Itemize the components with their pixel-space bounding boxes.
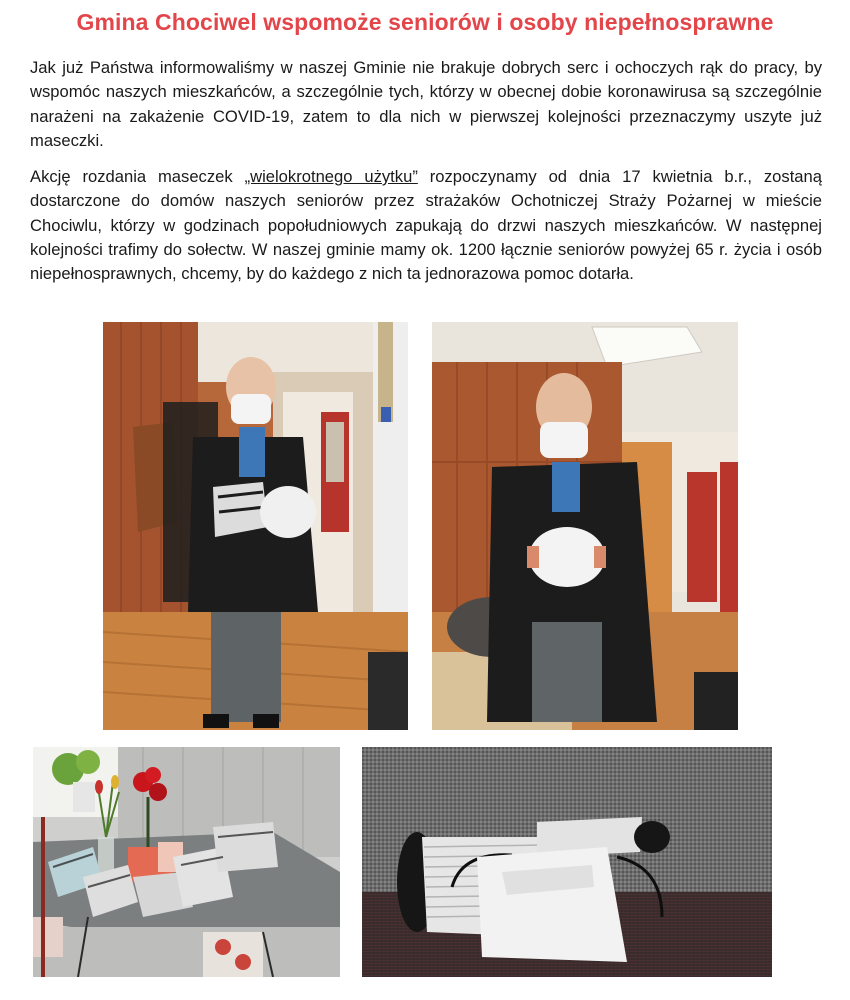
- photo-table-with-masks-and-flowers: [33, 747, 340, 977]
- paragraph-text: rozpoczynamy od dnia 17 kwietnia b.r., zostaną dostarczone do domów naszych seniorów przez strażaków Ochotniczej Straży Pożarnej w mieście Chociwlu, którzy w godzinach popołudniowych zapukają do drzwi naszych mieszkańców. W następnej kolejności trafimy do sołectw. W naszej gminie mamy ok. 1200 łącznie seniorów powyżej 65 r. życia i osób niepełnosprawnych, chcemy, by do każdego z nich ta jednorazowa pomoc dotarła.: [30, 167, 822, 284]
- underlined-phrase: „wielokrotnego użytku”: [244, 167, 418, 186]
- photo-man-holding-masks-hallway: [103, 322, 408, 730]
- paragraph-distribution: [30, 165, 822, 286]
- photo-stack-of-masks-on-fabric: [362, 747, 772, 977]
- photo-man-holding-white-masks: [432, 322, 738, 730]
- paragraph-text: Akcję rozdania maseczek: [30, 167, 245, 186]
- paragraph-intro: Jak już Państwa informowaliśmy w naszej Gminie nie brakuje dobrych serc i ochoczych rąk do pracy, by wspomóc naszych mieszkańców, a szczególnie tych, którzy w obecnej dobie koronawirusa są szczególnie narażeni na zakażenie COVID-19, zatem to dla nich w pierwszej kolejności przeznaczymy uszyte już maseczki.: [30, 58, 822, 150]
- article-title: Gmina Chociwel wspomoże seniorów i osoby niepełnosprawne: [76, 9, 774, 35]
